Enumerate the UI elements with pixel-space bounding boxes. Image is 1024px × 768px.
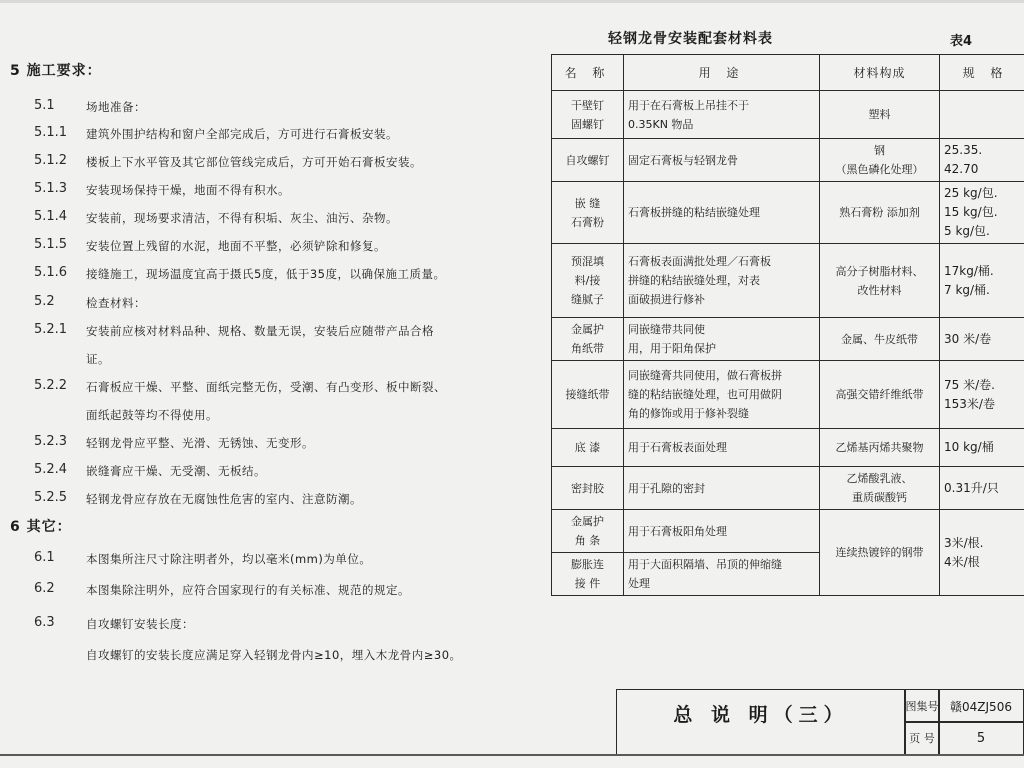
bottom-border bbox=[0, 754, 1024, 756]
table-body bbox=[552, 91, 1024, 596]
cell-material: 熟石膏粉 添加剂 bbox=[820, 182, 940, 244]
cell-spec bbox=[940, 91, 1024, 139]
header-use: 用 途 bbox=[624, 55, 820, 91]
section-heading-construction: 5 施工要求： bbox=[10, 63, 102, 79]
cell-use: 石膏板拼缝的粘结嵌缝处理 bbox=[624, 182, 820, 244]
item-number: 6.3 bbox=[34, 615, 55, 630]
item-number: 5.2 bbox=[34, 294, 55, 309]
table-row bbox=[552, 139, 1024, 182]
cell-spec: 25 kg/包. 15 kg/包. 5 kg/包. bbox=[940, 182, 1024, 244]
table-row bbox=[552, 91, 1024, 139]
item-text: 轻钢龙骨应存放在无腐蚀性危害的室内、注意防潮。 bbox=[86, 492, 362, 506]
item-number: 5.1.4 bbox=[34, 209, 68, 224]
table-number: 表4 bbox=[950, 34, 973, 49]
cell-use: 固定石膏板与轻钢龙骨 bbox=[624, 139, 820, 182]
header-spec: 规 格 bbox=[940, 55, 1024, 91]
item-text: 楼板上下水平管及其它部位管线完成后，方可开始石膏板安装。 bbox=[86, 155, 422, 169]
item-text: 场地准备： bbox=[86, 100, 146, 114]
item-text: 嵌缝膏应干燥、无受潮、无板结。 bbox=[86, 464, 266, 478]
cell-material: 连续热镀锌的钢带 bbox=[820, 510, 940, 596]
item-text: 安装前，现场要求清洁，不得有积垢、灰尘、油污、杂物。 bbox=[86, 211, 398, 225]
cell-use: 用于孔隙的密封 bbox=[624, 467, 820, 510]
item-number: 6.1 bbox=[34, 550, 55, 565]
cell-material: 乙烯基丙烯共聚物 bbox=[820, 429, 940, 467]
item-number: 5.2.4 bbox=[34, 462, 68, 477]
item-text: 安装前应核对材料品种、规格、数量无误，安装后应随带产品合格 bbox=[86, 324, 434, 338]
item-number: 5.2.2 bbox=[34, 378, 68, 393]
atlas-number-value: 赣04ZJ506 bbox=[938, 689, 1024, 723]
table-row bbox=[552, 429, 1024, 467]
table-row bbox=[552, 182, 1024, 244]
materials-table bbox=[551, 54, 1024, 596]
cell-spec: 30 米/卷 bbox=[940, 318, 1024, 361]
header-name: 名 称 bbox=[552, 55, 624, 91]
table-row bbox=[552, 361, 1024, 429]
table-row bbox=[552, 510, 1024, 553]
cell-use: 石膏板表面满批处理／石膏板 拼缝的粘结嵌缝处理，对表 面破损进行修补 bbox=[624, 244, 820, 318]
page-number-label: 页 号 bbox=[904, 721, 940, 755]
cell-use: 用于在石膏板上吊挂不于 0.35KN 物品 bbox=[624, 91, 820, 139]
cell-spec: 25.35. 42.70 bbox=[940, 139, 1024, 182]
cell-name: 金属护 角纸带 bbox=[552, 318, 624, 361]
cell-name: 密封胶 bbox=[552, 467, 624, 510]
atlas-number-label: 图集号 bbox=[904, 689, 940, 723]
item-text: 接缝施工，现场温度宜高于摄氏5度，低于35度，以确保施工质量。 bbox=[86, 267, 446, 281]
item-number: 5.1.2 bbox=[34, 153, 68, 168]
cell-name: 金属护 角 条 bbox=[552, 510, 624, 553]
page-number-value: 5 bbox=[938, 721, 1024, 755]
table-row bbox=[552, 318, 1024, 361]
cell-use: 用于大面积隔墙、吊顶的伸缩缝 处理 bbox=[624, 553, 820, 596]
item-number: 5.2.1 bbox=[34, 322, 68, 337]
cell-use: 用于石膏板阳角处理 bbox=[624, 510, 820, 553]
item-text: 自攻螺钉的安装长度应满足穿入轻钢龙骨内≥10，埋入木龙骨内≥30。 bbox=[86, 648, 462, 662]
table-row bbox=[552, 244, 1024, 318]
drawing-title: 总 说 明（三） bbox=[673, 704, 849, 726]
table-title: 轻钢龙骨安装配套材料表 bbox=[608, 31, 773, 47]
item-number: 5.1 bbox=[34, 98, 55, 113]
item-text: 本图集除注明外，应符合国家现行的有关标准、规范的规定。 bbox=[86, 583, 410, 597]
item-number: 5.2.5 bbox=[34, 490, 68, 505]
item-number: 5.1.3 bbox=[34, 181, 68, 196]
item-text: 证。 bbox=[86, 352, 110, 366]
cell-material: 高强交错纤维纸带 bbox=[820, 361, 940, 429]
cell-name: 自攻螺钉 bbox=[552, 139, 624, 182]
cell-spec: 3米/根. 4米/根 bbox=[940, 510, 1024, 596]
cell-material: 塑料 bbox=[820, 91, 940, 139]
cell-use: 用于石膏板表面处理 bbox=[624, 429, 820, 467]
cell-name: 底 漆 bbox=[552, 429, 624, 467]
cell-spec: 10 kg/桶 bbox=[940, 429, 1024, 467]
item-text: 轻钢龙骨应平整、光滑、无锈蚀、无变形。 bbox=[86, 436, 314, 450]
item-text: 检查材料： bbox=[86, 296, 146, 310]
header-material: 材料构成 bbox=[820, 55, 940, 91]
item-number: 5.1.5 bbox=[34, 237, 68, 252]
item-text: 建筑外围护结构和窗户全部完成后，方可进行石膏板安装。 bbox=[86, 127, 398, 141]
cell-name: 预混填 料/接 缝腻子 bbox=[552, 244, 624, 318]
table-row bbox=[552, 467, 1024, 510]
item-text: 安装位置上残留的水泥，地面不平整，必须铲除和修复。 bbox=[86, 239, 386, 253]
cell-material: 金属、牛皮纸带 bbox=[820, 318, 940, 361]
cell-name: 嵌 缝 石膏粉 bbox=[552, 182, 624, 244]
cell-material: 乙烯酸乳液、 重质碳酸钙 bbox=[820, 467, 940, 510]
top-border bbox=[0, 0, 1024, 3]
cell-spec: 75 米/卷. 153米/卷 bbox=[940, 361, 1024, 429]
section-heading-other: 6 其它： bbox=[10, 519, 72, 535]
cell-spec: 0.31升/只 bbox=[940, 467, 1024, 510]
cell-material: 高分子树脂材料、 改性材料 bbox=[820, 244, 940, 318]
cell-name: 接缝纸带 bbox=[552, 361, 624, 429]
cell-use: 同嵌缝带共同使 用，用于阳角保护 bbox=[624, 318, 820, 361]
cell-material: 钢 （黑色磷化处理） bbox=[820, 139, 940, 182]
item-text: 自攻螺钉安装长度： bbox=[86, 617, 194, 631]
item-text: 石膏板应干燥、平整、面纸完整无伤，受潮、有凸变形、板中断裂、 bbox=[86, 380, 446, 394]
cell-spec: 17kg/桶. 7 kg/桶. bbox=[940, 244, 1024, 318]
cell-use: 同嵌缝膏共同使用，做石膏板拼 缝的粘结嵌缝处理，也可用做阴 角的修饰或用于修补裂缝 bbox=[624, 361, 820, 429]
item-text: 面纸起鼓等均不得使用。 bbox=[86, 408, 218, 422]
item-text: 安装现场保持干燥，地面不得有积水。 bbox=[86, 183, 290, 197]
item-number: 6.2 bbox=[34, 581, 55, 596]
item-number: 5.1.6 bbox=[34, 265, 68, 280]
item-text: 本图集所注尺寸除注明者外，均以毫米(mm)为单位。 bbox=[86, 552, 372, 566]
table-header-row bbox=[552, 55, 1024, 91]
item-number: 5.2.3 bbox=[34, 434, 68, 449]
cell-name: 干壁钉 固螺钉 bbox=[552, 91, 624, 139]
cell-name: 膨胀连 接 件 bbox=[552, 553, 624, 596]
item-number: 5.1.1 bbox=[34, 125, 68, 140]
